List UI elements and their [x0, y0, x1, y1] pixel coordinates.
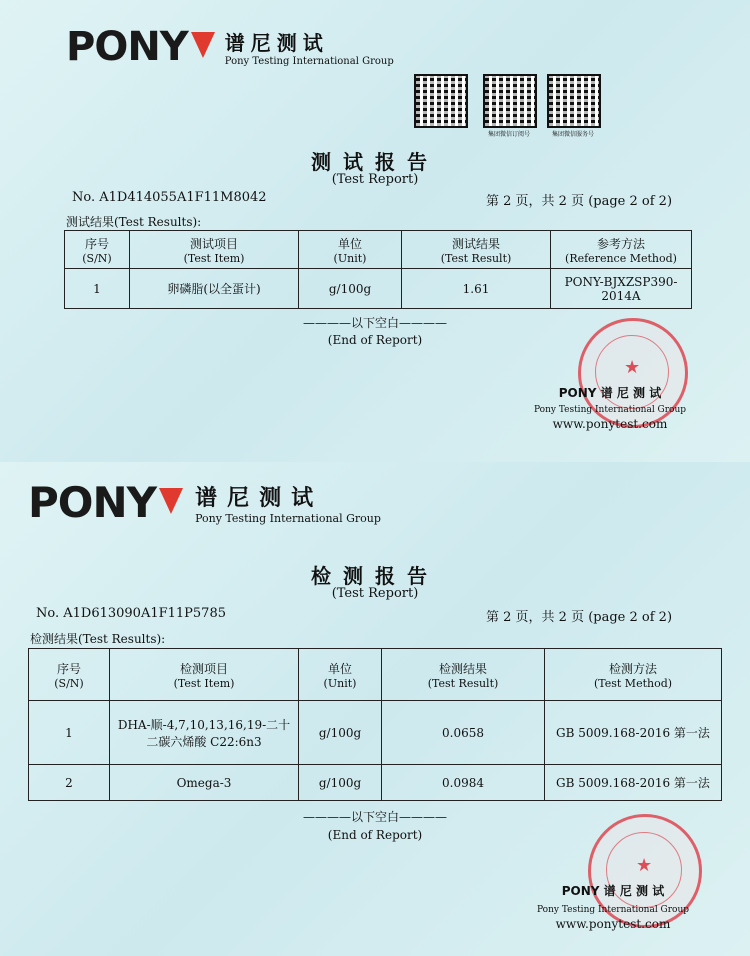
logo-triangle-icon: [159, 488, 183, 514]
report-page-1: [0, 0, 750, 462]
results-label: 测试结果(Test Results):: [66, 215, 202, 229]
brand-logo-2: [28, 478, 381, 527]
col-sn: 序号 (S/N): [65, 231, 130, 269]
table-row: 1 DHA-顺-4,7,10,13,16,19-二十二碳六烯酸 C22:6n3 g/100g 0.0658 GB 5009.168-2016 第一法: [29, 701, 722, 765]
col-method: 参考方法 (Reference Method): [551, 231, 692, 269]
qr-label-subscription: 集团微信订阅号: [487, 131, 530, 138]
logo-en: Pony Testing International Group: [195, 511, 381, 525]
report-number: No. A1D613090A1F11P5785: [36, 606, 226, 621]
col-item: 检测项目 (Test Item): [110, 649, 299, 701]
table-row: 1 卵磷脂(以全蛋计) g/100g 1.61 PONY-BJXZSP390-2014A: [65, 269, 692, 309]
col-method: 检测方法 (Test Method): [545, 649, 722, 701]
table-row: 2 Omega-3 g/100g 0.0984 GB 5009.168-2016 第一法: [29, 765, 722, 801]
col-item: 测试项目 (Test Item): [130, 231, 299, 269]
results-table: [28, 648, 722, 801]
signature-block: PONY 谱 尼 测 试 Pony Testing International Group www.ponytest.com: [533, 386, 687, 431]
logo-word: PONY: [66, 24, 188, 70]
col-unit: 单位 (Unit): [299, 649, 382, 701]
logo-cn: 谱尼测试: [195, 485, 324, 511]
brand-logo: [66, 24, 394, 70]
end-of-report-en: (End of Report): [327, 333, 423, 347]
report-title: 测试报告: [311, 150, 439, 174]
page-info: 第 2 页，共 2 页 (page 2 of 2): [486, 194, 673, 209]
qr-label-service: 集团微信服务号: [551, 131, 594, 138]
results-label: 检测结果(Test Results):: [30, 632, 166, 646]
official-stamp-icon: ★: [578, 318, 688, 428]
col-result: 测试结果 (Test Result): [402, 231, 551, 269]
col-result: 检测结果 (Test Result): [382, 649, 545, 701]
logo-word: PONY: [28, 478, 157, 527]
logo-triangle-icon: [191, 32, 215, 58]
signature-block: PONY 谱 尼 测 试 Pony Testing International Group www.ponytest.com: [536, 884, 690, 931]
report-subtitle: (Test Report): [331, 586, 419, 601]
qr-code-subscription-icon: [483, 74, 537, 128]
report-title: 检测报告: [311, 564, 439, 588]
col-unit: 单位 (Unit): [299, 231, 402, 269]
official-stamp-icon: ★: [588, 814, 702, 928]
logo-cn: 谱尼测试: [224, 31, 329, 55]
page-info: 第 2 页，共 2 页 (page 2 of 2): [486, 610, 673, 625]
qr-code-service-icon: [547, 74, 601, 128]
logo-en: Pony Testing International Group: [224, 56, 394, 67]
results-table: [64, 230, 692, 309]
report-number: No. A1D414055A1F11M8042: [72, 190, 267, 205]
end-of-report: ————以下空白————: [302, 810, 447, 824]
report-subtitle: (Test Report): [331, 172, 419, 187]
end-of-report-en: (End of Report): [327, 828, 423, 842]
qr-code-icon: [414, 74, 468, 128]
end-of-report: ————以下空白————: [302, 316, 447, 330]
col-sn: 序号 (S/N): [29, 649, 110, 701]
report-page-2: [0, 462, 750, 956]
